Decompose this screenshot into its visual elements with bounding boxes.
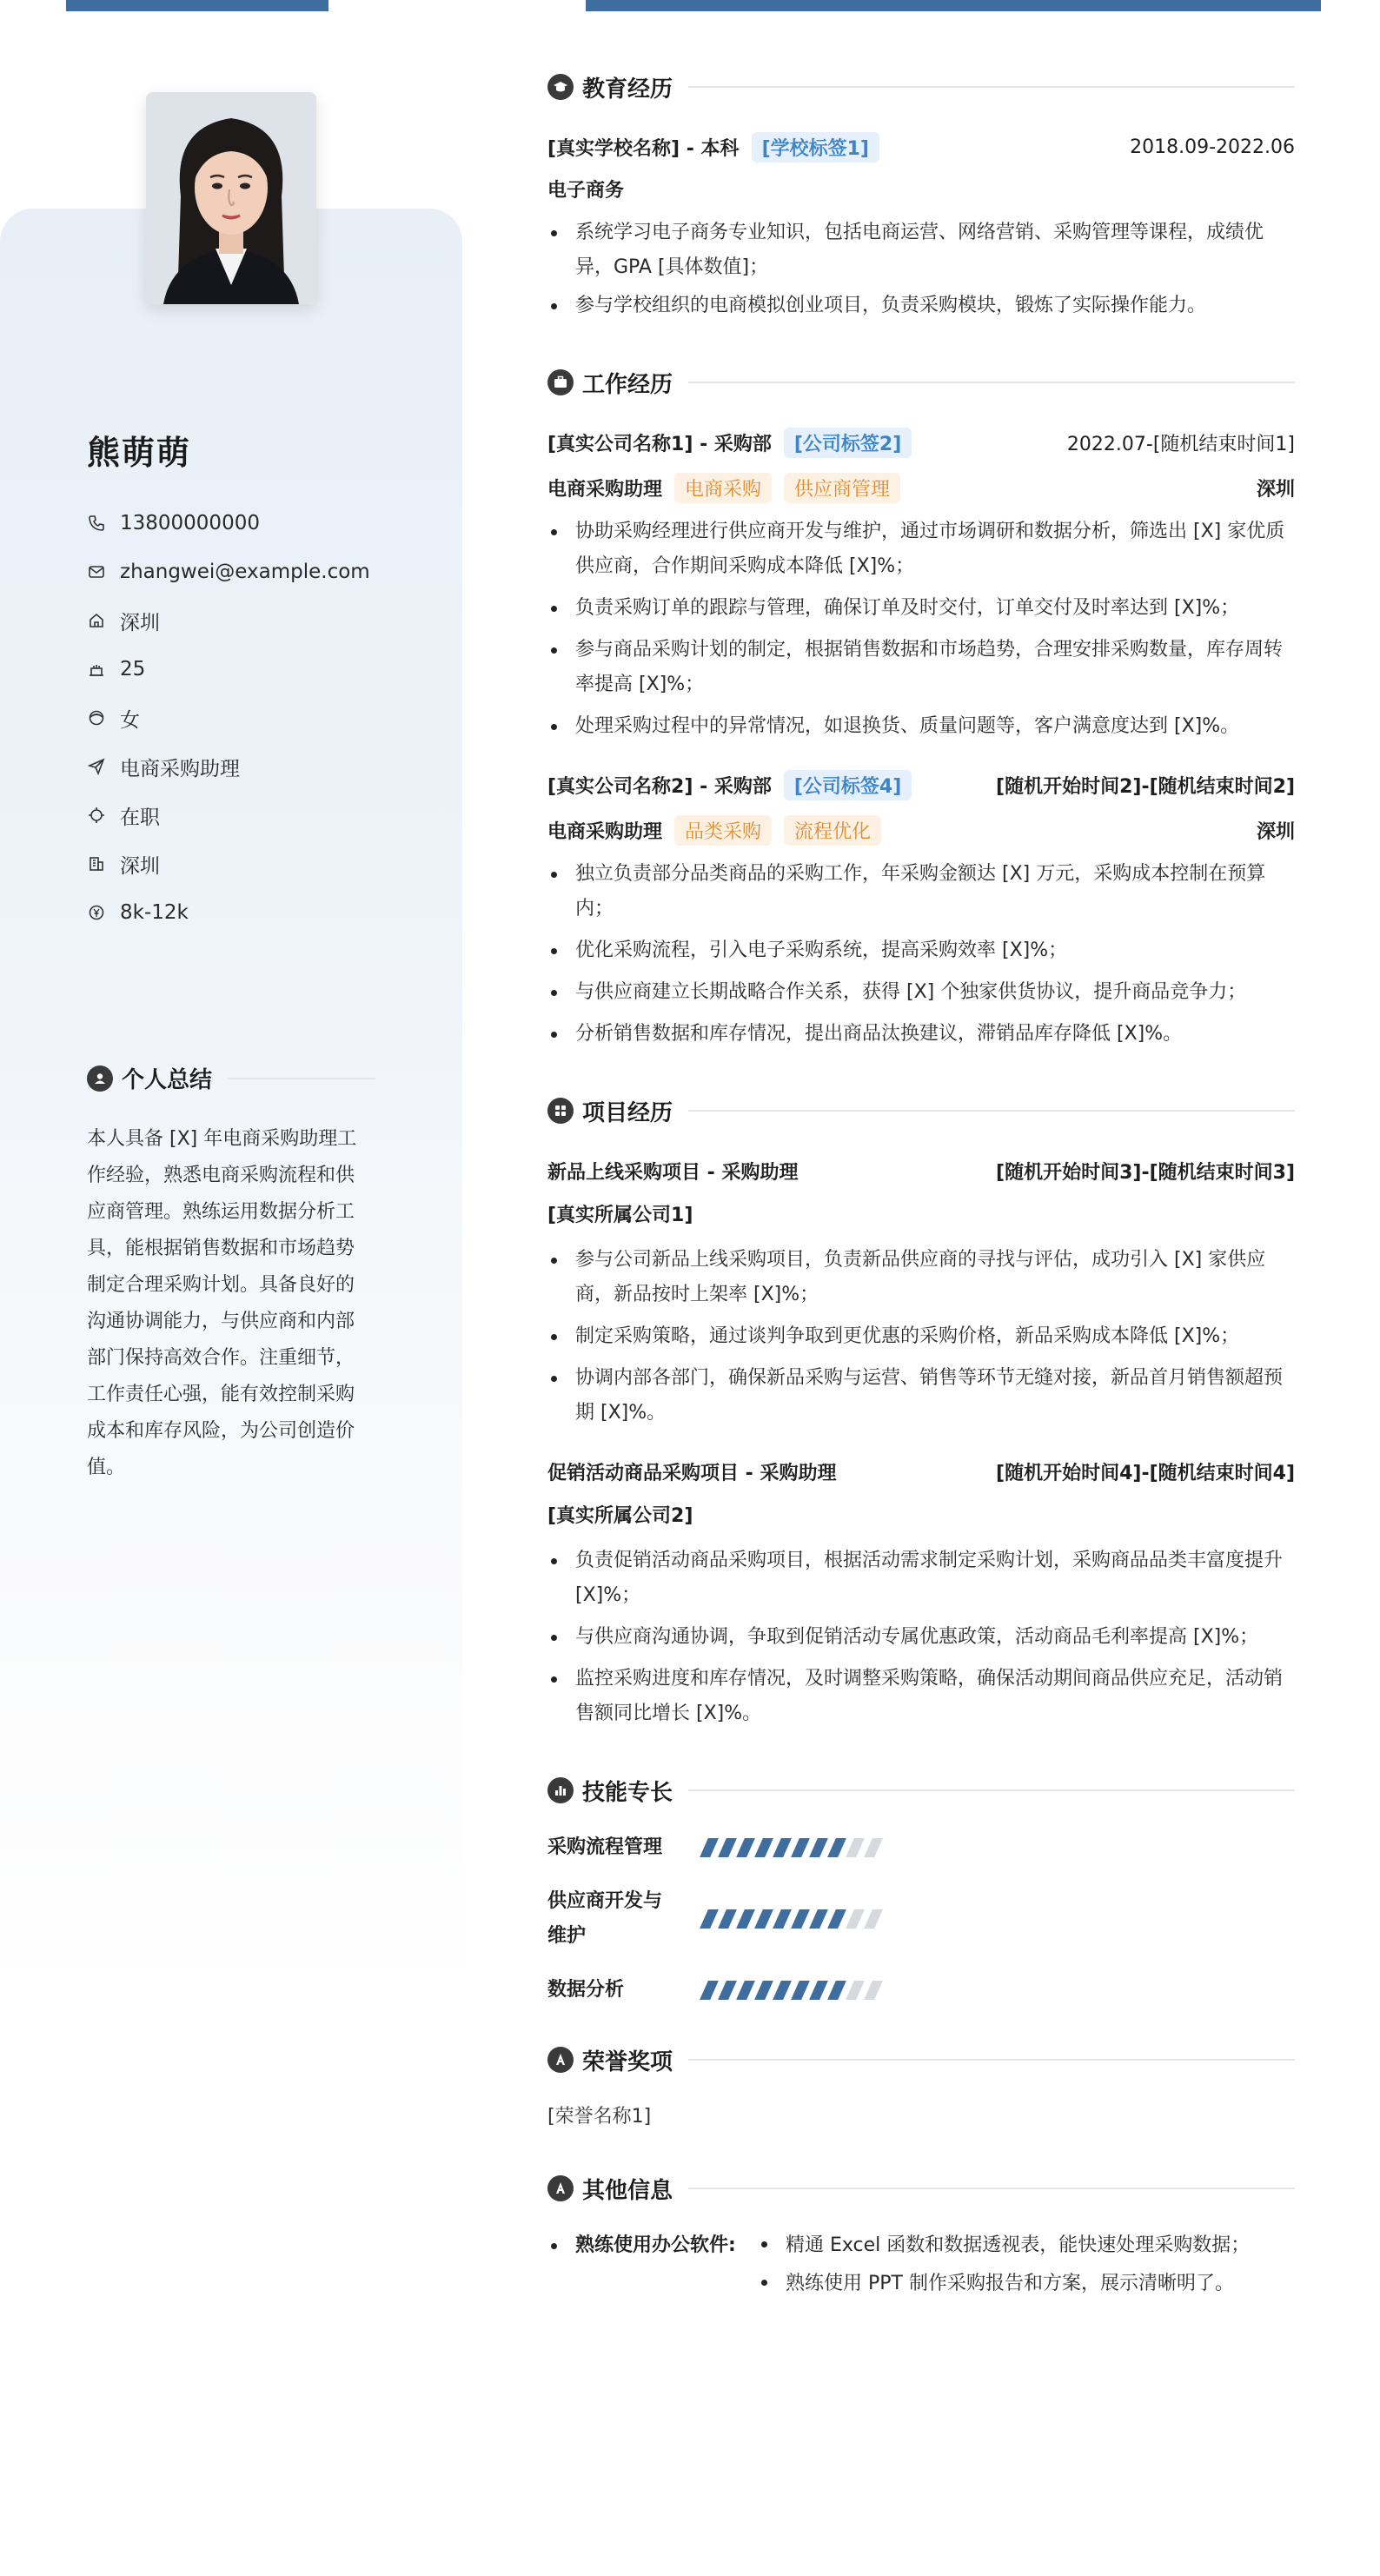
list-item: 与供应商沟通协调，争取到促销活动专属优惠政策，活动商品毛利率提高 [X]%；	[547, 1620, 1295, 1655]
project-name: 促销活动商品采购项目 - 采购助理	[547, 1462, 837, 1484]
summary-text: 本人具备 [X] 年电商采购助理工作经验，熟悉电商采购流程和供应商管理。熟练运用数据分析工具，能根据销售数据和市场趋势制定合理采购计划。具备良好的沟通协调能力，与供应商和内部部门保持高效合作。注重细节，工作责任心强，能有效控制采购成本和库存风险，为公司创造价值。	[87, 1128, 357, 1478]
skill-level-segment	[718, 1838, 737, 1857]
skill-level-segment	[791, 1981, 810, 2000]
skill-level-segment	[791, 1909, 810, 1929]
skill-tag: 品类采购	[674, 815, 772, 846]
contact-text: zhangwei@example.com	[120, 561, 370, 583]
education-section-header	[547, 68, 1295, 106]
home-icon	[87, 611, 106, 630]
contact-text: 深圳	[120, 611, 160, 634]
company-tag: [公司标签4]	[784, 770, 912, 800]
skill-level-segment	[809, 1909, 828, 1929]
profile-photo	[146, 92, 316, 304]
briefcase-icon	[547, 369, 574, 395]
send-icon	[87, 757, 106, 776]
section-title: 项目经历	[582, 1099, 673, 1126]
section-title: 其他信息	[582, 2177, 673, 2204]
skill-level-segment	[809, 1981, 828, 2000]
top-accent-bar-left	[66, 0, 328, 11]
job-role-wrap	[547, 815, 881, 846]
bar-chart-icon	[547, 1777, 574, 1803]
candidate-name: 熊萌萌	[87, 434, 192, 472]
job-role-wrap	[547, 473, 900, 503]
skill-level-segment	[773, 1838, 792, 1857]
skill-level-meter	[704, 1909, 879, 1929]
summary-section-header	[87, 1062, 375, 1094]
skill-level-segment	[846, 1981, 865, 2000]
project-date: [随机开始时间4]-[随机结束时间4]	[996, 1462, 1295, 1484]
other-info-label-wrap	[547, 2227, 758, 2303]
portrait-image	[146, 92, 316, 304]
skill-level-segment	[736, 1909, 755, 1929]
list-item: 与供应商建立长期战略合作关系，获得 [X] 个独家供货协议，提升商品竞争力；	[547, 975, 1295, 1010]
contact-phone	[87, 499, 370, 548]
project-bullets	[547, 1243, 1295, 1431]
contact-email	[87, 548, 370, 596]
skill-row	[547, 1829, 1295, 1867]
skill-tag: 电商采购	[674, 473, 772, 503]
skill-name: 数据分析	[547, 1979, 625, 2001]
job-company: [真实公司名称2] - 采购部	[547, 775, 772, 798]
skill-level-segment	[700, 1909, 719, 1929]
skill-level-meter	[704, 1838, 879, 1857]
skill-level-segment	[864, 1838, 883, 1857]
skill-level-segment	[773, 1909, 792, 1929]
school-name-wrap	[547, 132, 879, 163]
skill-level-segment	[864, 1981, 883, 2000]
job-company-wrap	[547, 428, 912, 458]
contact-age	[87, 645, 370, 694]
list-item: 精通 Excel 函数和数据透视表，能快速处理采购数据；	[758, 2227, 1250, 2265]
list-item: 负责促销活动商品采购项目，根据活动需求制定采购计划，采购商品品类丰富度提升 [X]%；	[547, 1544, 1295, 1613]
skill-level-segment	[864, 1909, 883, 1929]
job-bullets	[547, 857, 1295, 1052]
list-item: 处理采购过程中的异常情况，如退换货、质量问题等，客户满意度达到 [X]%。	[547, 709, 1295, 744]
skill-name: 采购流程管理	[547, 1836, 663, 1858]
job-role: 电商采购助理	[547, 820, 663, 843]
contact-text: 13800000000	[120, 512, 260, 534]
grid-icon	[547, 1098, 574, 1124]
contact-salary	[87, 888, 370, 937]
education-major: 电子商务	[547, 180, 625, 202]
job-company: [真实公司名称1] - 采购部	[547, 433, 772, 455]
phone-icon	[87, 514, 106, 533]
project-bullets	[547, 1544, 1295, 1731]
job-city: 深圳	[1256, 478, 1295, 501]
contact-location	[87, 596, 370, 645]
project-name: 新品上线采购项目 - 采购助理	[547, 1161, 799, 1184]
skill-tag: 供应商管理	[784, 473, 900, 503]
projects-section	[547, 1092, 1295, 1731]
job-header-row	[547, 767, 1295, 803]
skill-level-segment	[827, 1981, 846, 2000]
contact-text: 在职	[120, 806, 160, 829]
contact-text: 深圳	[120, 854, 160, 878]
list-item: 监控采购进度和库存情况，及时调整采购策略，确保活动期间商品供应充足，活动销售额同比增长 [X]%。	[547, 1662, 1295, 1731]
skills-section-header	[547, 1771, 1295, 1809]
honor-item: [荣誉名称1]	[547, 2106, 652, 2128]
school-tag: [学校标签1]	[752, 132, 879, 163]
age-icon	[87, 660, 106, 679]
list-item: 熟练使用 PPT 制作采购报告和方案，展示清晰明了。	[758, 2265, 1250, 2303]
contact-text: 25	[120, 658, 146, 681]
skill-level-segment	[718, 1909, 737, 1929]
job-company-wrap	[547, 770, 912, 800]
job-city: 深圳	[1256, 820, 1295, 843]
skill-level-segment	[718, 1981, 737, 2000]
skill-level-segment	[846, 1909, 865, 1929]
contact-text: 女	[120, 708, 140, 732]
project-date: [随机开始时间3]-[随机结束时间3]	[996, 1161, 1295, 1184]
skill-level-segment	[791, 1838, 810, 1857]
projects-section-header	[547, 1092, 1295, 1130]
top-accent-bar-right	[586, 0, 1321, 11]
project-header-row	[547, 1152, 1295, 1189]
list-item: 系统学习电子商务专业知识，包括电商运营、网络营销、采购管理等课程，成绩优异，GPA [具体数值]；	[547, 216, 1295, 285]
info-icon	[547, 2175, 574, 2201]
section-divider	[688, 1789, 1295, 1791]
graduation-cap-icon	[547, 74, 574, 100]
skill-level-segment	[809, 1838, 828, 1857]
education-bullets	[547, 216, 1295, 323]
skill-tag: 流程优化	[784, 815, 881, 846]
honors-section	[547, 2041, 1295, 2134]
contact-text: 8k-12k	[120, 901, 189, 924]
list-item: 独立负责部分品类商品的采购工作，年采购金额达 [X] 万元，采购成本控制在预算内；	[547, 857, 1295, 926]
list-item: 制定采购策略，通过谈判争取到更优惠的采购价格，新品采购成本降低 [X]%；	[547, 1319, 1295, 1354]
education-section	[547, 68, 1295, 323]
skill-level-segment	[827, 1909, 846, 1929]
section-divider	[688, 86, 1295, 88]
contact-status	[87, 791, 370, 840]
education-date: 2018.09-2022.06	[1130, 136, 1295, 158]
skill-level-segment	[754, 1981, 773, 2000]
company-tag: [公司标签2]	[784, 428, 912, 458]
list-item: 参与公司新品上线采购项目，负责新品供应商的寻找与评估，成功引入 [X] 家供应商，新品按时上架率 [X]%；	[547, 1243, 1295, 1312]
school-name: [真实学校名称] - 本科	[547, 137, 740, 160]
job-role-row	[547, 469, 1295, 506]
job-header-row	[547, 424, 1295, 461]
list-item: 分析销售数据和库存情况，提出商品汰换建议，滞销品库存降低 [X]%。	[547, 1017, 1295, 1052]
list-item: 参与商品采购计划的制定，根据销售数据和市场趋势，合理安排采购数量，库存周转率提高 [X]%；	[547, 633, 1295, 702]
bullet-dot	[551, 2243, 557, 2249]
person-icon	[87, 1066, 113, 1092]
other-section	[547, 2169, 1295, 2303]
other-info-list	[758, 2227, 1250, 2303]
section-divider	[228, 1078, 375, 1079]
list-item: 协调内部各部门，确保新品采购与运营、销售等环节无缝对接，新品首月销售额超预期 [X]%。	[547, 1361, 1295, 1431]
contact-text: 电商采购助理	[120, 757, 240, 780]
section-title: 个人总结	[122, 1067, 213, 1093]
project-header-row	[547, 1453, 1295, 1490]
section-divider	[688, 2188, 1295, 2189]
section-title: 荣誉奖项	[582, 2048, 673, 2075]
list-item: 负责采购订单的跟踪与管理，确保订单及时交付，订单交付及时率达到 [X]%；	[547, 591, 1295, 626]
skill-level-segment	[846, 1838, 865, 1857]
skill-level-segment	[754, 1909, 773, 1929]
skill-row	[547, 1882, 1295, 1955]
skill-level-segment	[827, 1838, 846, 1857]
skill-level-segment	[736, 1838, 755, 1857]
list-item: 协助采购经理进行供应商开发与维护，通过市场调研和数据分析，筛选出 [X] 家优质供应商，合作期间采购成本降低 [X]%；	[547, 515, 1295, 584]
status-icon	[87, 806, 106, 825]
building-icon	[87, 854, 106, 873]
section-divider	[688, 2059, 1295, 2061]
main-column	[547, 68, 1295, 2303]
skills-section	[547, 1771, 1295, 2009]
contact-list	[87, 499, 370, 937]
honors-section-header	[547, 2041, 1295, 2079]
project-company: [真实所属公司2]	[547, 1505, 693, 1527]
education-header-row	[547, 129, 1295, 165]
job-role: 电商采购助理	[547, 478, 663, 501]
contact-gender	[87, 694, 370, 742]
contact-city	[87, 840, 370, 888]
job-role-row	[547, 812, 1295, 848]
job-date: [随机开始时间2]-[随机结束时间2]	[996, 775, 1295, 798]
gender-icon	[87, 708, 106, 727]
job-bullets	[547, 515, 1295, 744]
skill-level-segment	[754, 1838, 773, 1857]
award-icon	[547, 2047, 574, 2073]
mail-icon	[87, 562, 106, 581]
skill-name: 供应商开发与维护	[547, 1890, 663, 1947]
work-section-header	[547, 363, 1295, 402]
skill-level-segment	[736, 1981, 755, 2000]
other-info-row	[547, 2227, 1295, 2303]
skill-row	[547, 1971, 1295, 2009]
section-divider	[688, 1110, 1295, 1112]
list-item: 优化采购流程，引入电子采购系统，提高采购效率 [X]%；	[547, 933, 1295, 968]
job-date: 2022.07-[随机结束时间1]	[1066, 433, 1295, 455]
section-title: 教育经历	[582, 76, 673, 103]
work-section	[547, 363, 1295, 1052]
other-section-header	[547, 2169, 1295, 2208]
section-title: 技能专长	[582, 1779, 673, 1806]
section-divider	[688, 382, 1295, 383]
salary-icon	[87, 903, 106, 922]
skill-level-meter	[704, 1981, 879, 2000]
skill-level-segment	[773, 1981, 792, 2000]
other-info-label: 熟练使用办公软件:	[575, 2234, 736, 2256]
section-title: 工作经历	[582, 371, 673, 398]
list-item: 参与学校组织的电商模拟创业项目，负责采购模块，锻炼了实际操作能力。	[547, 289, 1295, 323]
contact-position	[87, 742, 370, 791]
project-company: [真实所属公司1]	[547, 1205, 693, 1226]
